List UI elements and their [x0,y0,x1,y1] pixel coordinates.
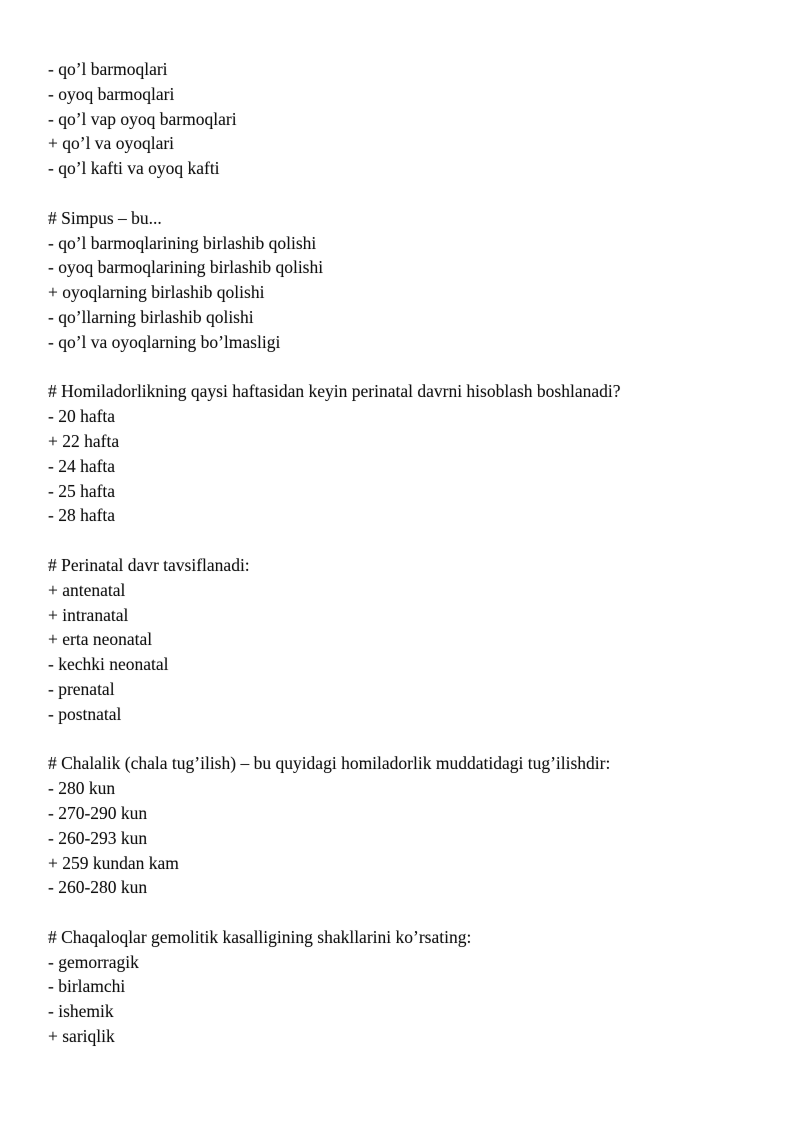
question-block [48,379,768,528]
answer-option-correct: + sariqlik [48,1026,115,1047]
answer-option: - postnatal [48,703,122,724]
answer-option: - 260-280 kun [48,877,148,898]
question-text: # Simpus – bu... [48,207,162,228]
answer-option: - kechki neonatal [48,654,169,675]
answer-option-correct: + 259 kundan kam [48,852,179,873]
spacer [48,727,768,752]
answer-option: - gemorragik [48,951,139,972]
answer-option: - oyoq barmoqlari [48,83,175,104]
answer-option: - 20 hafta [48,406,116,427]
answer-option: - 25 hafta [48,480,116,501]
answer-option: - qo’l va oyoqlarning bo’lmasligi [48,331,281,352]
spacer [48,181,768,206]
answer-option-correct: + 22 hafta [48,430,120,451]
answer-option: - birlamchi [48,976,126,997]
answer-option-correct: + intranatal [48,604,129,625]
answer-option: - 260-293 kun [48,827,148,848]
question-block [48,925,768,1049]
answer-option: - qo’l barmoqlari [48,59,168,79]
answer-option: - oyoq barmoqlarining birlashib qolishi [48,257,324,278]
question-text: # Chaqaloqlar gemolitik kasalligining shakllarini ko’rsating: [48,926,472,947]
question-block [48,751,768,900]
spacer [48,528,768,553]
answer-option: - 270-290 kun [48,802,148,823]
answer-option: - ishemik [48,1001,114,1022]
answer-option: - 24 hafta [48,455,116,476]
question-block [48,553,768,727]
answer-option: - 28 hafta [48,505,116,526]
answer-option: - qo’l kafti va oyoq kafti [48,158,220,179]
question-block [48,206,768,355]
document-page [48,57,768,1049]
question-text: # Perinatal davr tavsiflanadi: [48,554,250,575]
answer-option: - qo’l vap oyoq barmoqlari [48,108,237,129]
spacer [48,355,768,380]
answer-option-correct: + oyoqlarning birlashib qolishi [48,282,265,303]
answer-option-correct: + erta neonatal [48,629,153,650]
spacer [48,900,768,925]
question-text: # Chalalik (chala tug’ilish) – bu quyidagi homiladorlik muddatidagi tug’ilishdir: [48,753,611,774]
answer-option: - qo’llarning birlashib qolishi [48,306,254,327]
question-block-0-options [48,57,768,181]
answer-option: - prenatal [48,678,115,699]
answer-option: - 280 kun [48,778,116,799]
answer-option-correct: + antenatal [48,579,126,600]
question-text: # Homiladorlikning qaysi haftasidan keyin perinatal davrni hisoblash boshlanadi? [48,381,621,402]
answer-option-correct: + qo’l va oyoqlari [48,133,175,154]
answer-option: - qo’l barmoqlarining birlashib qolishi [48,232,317,253]
